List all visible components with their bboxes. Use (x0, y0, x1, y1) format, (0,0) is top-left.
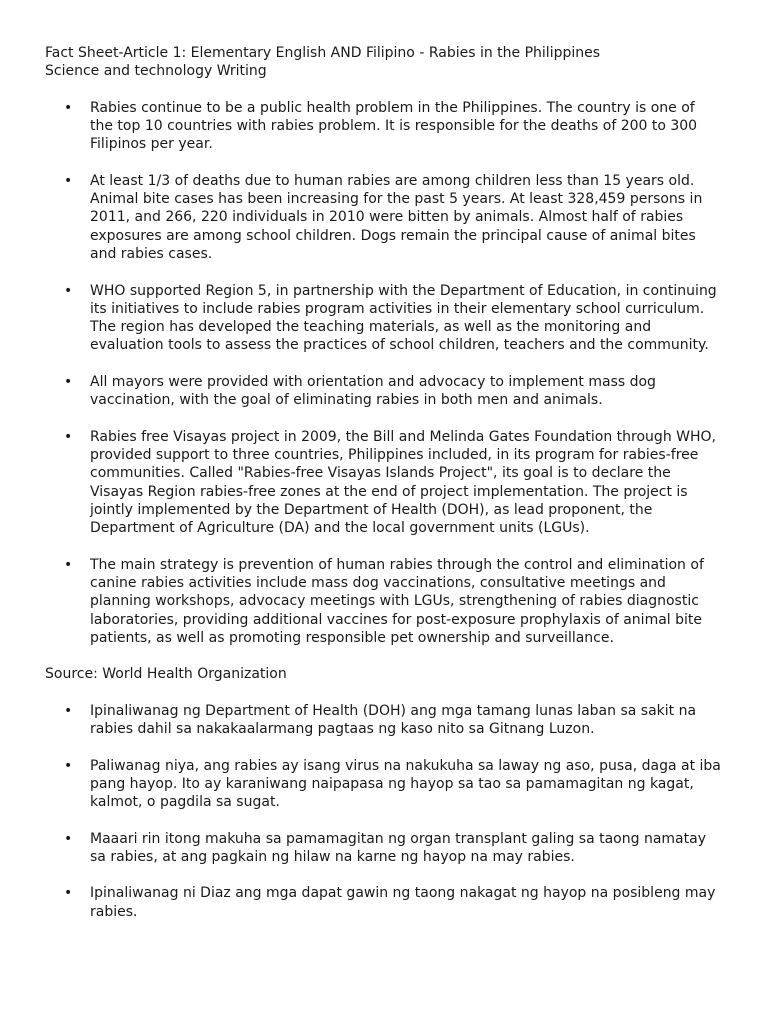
list-item (45, 556, 722, 647)
list-item-text: Ipinaliwanag ni Diaz ang mga dapat gawin ng taong nakagat ng hayop na posibleng may rabies. (90, 885, 716, 920)
list-item (45, 884, 722, 921)
list-item-text: At least 1/3 of deaths due to human rabies are among children less than 15 years old. Animal bite cases has been increasing for the past 5 years. At least 328,459 persons in 2011, and 266, 220 individuals in 2010 were bitten by animals. Almost half of rabies exposures are among school children. Dogs remain the principal cause of animal bites and rabies cases. (90, 172, 703, 263)
bullet-icon: • (64, 172, 73, 189)
english-bullet-list (45, 99, 722, 647)
list-item (45, 373, 722, 410)
source-citation: Source: World Health Organization (45, 666, 287, 683)
filipino-bullet-list (45, 702, 722, 921)
list-item-text: Ipinaliwanag ng Department of Health (DOH) ang mga tamang lunas laban sa sakit na rabies dahil sa nakakaalarmang pagtaas ng kaso nito sa Gitnang Luzon. (90, 702, 697, 738)
list-item (45, 282, 722, 355)
list-item (45, 830, 722, 867)
list-item (45, 99, 722, 154)
bullet-icon: • (64, 282, 73, 299)
bullet-icon: • (64, 702, 73, 719)
document-title (45, 44, 722, 81)
list-item-text: The main strategy is prevention of human rabies through the control and elimination of canine rabies activities include mass dog vaccinations, consultative meetings and planning workshops, advocacy meetings with LGUs, strengthening of rabies diagnostic laboratories, providing additional vaccines for post-exposure prophylaxis of animal bite patients, as well as promoting responsible pet ownership and surveillance. (90, 556, 704, 646)
list-item (45, 172, 722, 263)
title-line-1: Fact Sheet-Article 1: Elementary English AND Filipino - Rabies in the Philippines (45, 45, 601, 61)
bullet-icon: • (64, 99, 73, 116)
list-item-text: Maaari rin itong makuha sa pamamagitan ng organ transplant galing sa taong namatay sa rabies, at ang pagkain ng hilaw na karne ng hayop na may rabies. (90, 830, 706, 865)
bullet-icon: • (64, 757, 73, 774)
list-item (45, 702, 722, 739)
list-item (45, 757, 722, 812)
bullet-icon: • (64, 428, 73, 445)
list-item-text: Rabies free Visayas project in 2009, the Bill and Melinda Gates Foundation through WHO, provided support to three countries, Philippines included, in its program for rabies-free communities. Called "Rabies-free Visayas Islands Project", its goal is to declare the Visayas Region rabies-free zones at the end of project implementation. The project is jointly implemented by the Department of Health (DOH), as lead proponent, the Department of Agriculture (DA) and the local government units (LGUs). (90, 428, 716, 537)
list-item-text: All mayors were provided with orientation and advocacy to implement mass dog vaccination, with the goal of eliminating rabies in both men and animals. (90, 373, 656, 409)
list-item-text: Rabies continue to be a public health problem in the Philippines. The country is one of the top 10 countries with rabies problem. It is responsible for the deaths of 200 to 300 Filipinos per year. (90, 99, 698, 153)
bullet-icon: • (64, 373, 73, 390)
list-item (45, 428, 722, 538)
bullet-icon: • (64, 885, 73, 902)
title-line-2: Science and technology Writing (45, 63, 267, 80)
list-item-text: WHO supported Region 5, in partnership with the Department of Education, in continuing its initiatives to include rabies program activities in their elementary school curriculum. The region has developed the teaching materials, as well as the monitoring and evaluation tools to assess the practices of school children, teachers and the community. (90, 282, 717, 354)
list-item-text: Paliwanag niya, ang rabies ay isang virus na nakukuha sa laway ng aso, pusa, daga at iba pang hayop. Ito ay karaniwang naipapasa ng hayop sa tao sa pamamagitan ng kagat, kalmot, o pagdila sa sugat. (90, 757, 721, 811)
bullet-icon: • (64, 556, 73, 573)
bullet-icon: • (64, 830, 73, 847)
